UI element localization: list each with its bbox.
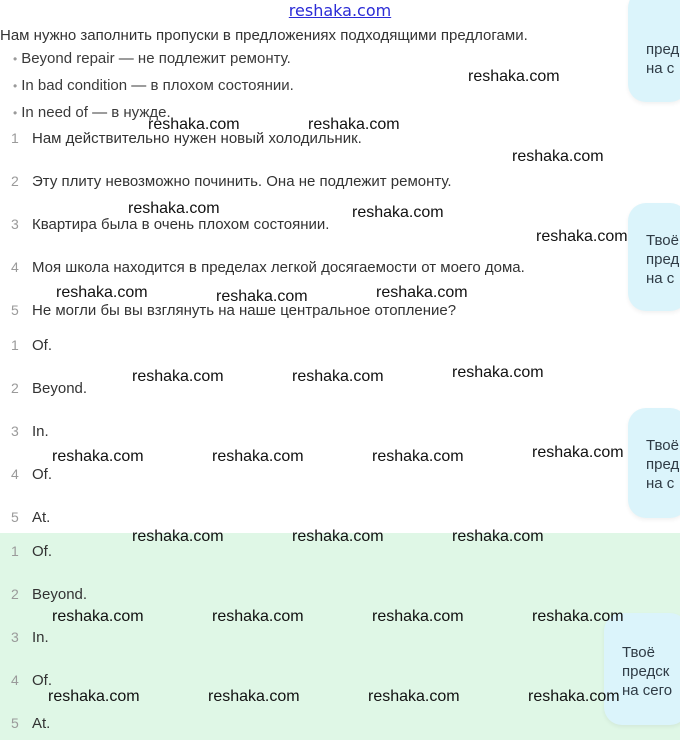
promo-bubble[interactable] (628, 408, 680, 518)
bullet-dot-icon: • (13, 79, 18, 93)
vocab-item (13, 76, 294, 96)
answer-text: Beyond. (32, 380, 88, 397)
vocab-item (13, 103, 171, 123)
answer-row-highlighted (11, 541, 52, 562)
row-number: 2 (11, 173, 19, 189)
watermark: reshaka.com (292, 368, 384, 385)
watermark: reshaka.com (52, 448, 144, 465)
promo-bubble-line: пред (646, 41, 680, 58)
vocab-item-text: In need of — в нужде. (21, 104, 171, 121)
watermark: reshaka.com (468, 68, 560, 85)
answer-text: Beyond. (32, 586, 88, 603)
watermark: reshaka.com (452, 528, 544, 545)
row-number: 1 (11, 543, 19, 559)
answer-text: Of. (32, 672, 53, 689)
promo-bubble-line: на с (646, 475, 675, 492)
row-number: 3 (11, 216, 19, 232)
answer-text: Of. (32, 466, 53, 483)
watermark: reshaka.com (372, 608, 464, 625)
answer-row-highlighted (11, 627, 49, 648)
watermark: reshaka.com (532, 444, 624, 461)
sentence-text: Квартира была в очень плохом состоянии. (32, 216, 330, 233)
answer-row-highlighted (11, 584, 87, 605)
watermark: reshaka.com (372, 448, 464, 465)
watermark: reshaka.com (128, 200, 220, 217)
answer-row (11, 378, 87, 399)
watermark: reshaka.com (512, 148, 604, 165)
bullet-dot-icon: • (13, 106, 18, 120)
bullet-dot-icon: • (13, 52, 18, 66)
watermark: reshaka.com (52, 608, 144, 625)
watermark: reshaka.com (368, 688, 460, 705)
row-number: 4 (11, 672, 19, 688)
watermark: reshaka.com (308, 116, 400, 133)
answer-text: Of. (32, 543, 53, 560)
answer-row (11, 507, 50, 528)
watermark: reshaka.com (532, 608, 624, 625)
promo-bubble-line: на с (646, 270, 675, 287)
task-intro: Нам нужно заполнить пропуски в предложениях подходящими предлогами. (0, 27, 528, 44)
sentence-row (11, 171, 452, 192)
row-number: 2 (11, 380, 19, 396)
promo-bubble-line: на сего (622, 682, 673, 699)
answer-text: In. (32, 629, 49, 646)
promo-bubble[interactable] (628, 203, 680, 311)
watermark: reshaka.com (132, 528, 224, 545)
answer-row-highlighted (11, 670, 52, 691)
promo-bubble[interactable] (604, 613, 680, 725)
watermark: reshaka.com (452, 364, 544, 381)
answer-row (11, 464, 52, 485)
sentence-text: Эту плиту невозможно починить. Она не подлежит ремонту. (32, 173, 452, 190)
row-number: 1 (11, 337, 19, 353)
row-number: 3 (11, 629, 19, 645)
watermark: reshaka.com (132, 368, 224, 385)
watermark: reshaka.com (208, 688, 300, 705)
answer-text: Of. (32, 337, 53, 354)
watermark: reshaka.com (536, 228, 628, 245)
watermark: reshaka.com (212, 608, 304, 625)
promo-bubble-line: пред (646, 251, 680, 268)
promo-bubble[interactable] (628, 0, 680, 102)
answer-text: At. (32, 715, 51, 732)
watermark: reshaka.com (56, 284, 148, 301)
sentence-text: Не могли бы вы взглянуть на наше центральное отопление? (32, 302, 457, 319)
answer-row (11, 335, 52, 356)
watermark: reshaka.com (212, 448, 304, 465)
sentence-row (11, 257, 525, 278)
row-number: 4 (11, 466, 19, 482)
row-number: 5 (11, 509, 19, 525)
row-number: 2 (11, 586, 19, 602)
row-number: 5 (11, 302, 19, 318)
sentence-text: Нам действительно нужен новый холодильник. (32, 130, 362, 147)
row-number: 4 (11, 259, 19, 275)
answer-row (11, 421, 49, 442)
answer-text: At. (32, 509, 51, 526)
promo-bubble-line: Твоё (646, 437, 679, 454)
row-number: 5 (11, 715, 19, 731)
promo-bubble-line: предск (622, 663, 670, 680)
watermark: reshaka.com (292, 528, 384, 545)
promo-bubble-line: на с (646, 60, 675, 77)
answer-panel (0, 533, 680, 740)
watermark: reshaka.com (216, 288, 308, 305)
site-logo-link[interactable]: reshaka.com (288, 1, 392, 20)
promo-bubble-line: Твоё (622, 644, 655, 661)
watermark: reshaka.com (148, 116, 240, 133)
answer-text: In. (32, 423, 49, 440)
promo-bubble-line: Твоё (646, 232, 679, 249)
vocab-item-text: In bad condition — в плохом состоянии. (21, 77, 294, 94)
watermark: reshaka.com (352, 204, 444, 221)
sentence-text: Моя школа находится в пределах легкой досягаемости от моего дома. (32, 259, 525, 276)
row-number: 1 (11, 130, 19, 146)
vocab-item-text: Beyond repair — не подлежит ремонту. (21, 50, 291, 67)
watermark: reshaka.com (376, 284, 468, 301)
answer-row-highlighted (11, 713, 50, 734)
watermark: reshaka.com (528, 688, 620, 705)
watermark: reshaka.com (48, 688, 140, 705)
vocab-item (13, 49, 291, 69)
row-number: 3 (11, 423, 19, 439)
promo-bubble-line: пред (646, 456, 680, 473)
